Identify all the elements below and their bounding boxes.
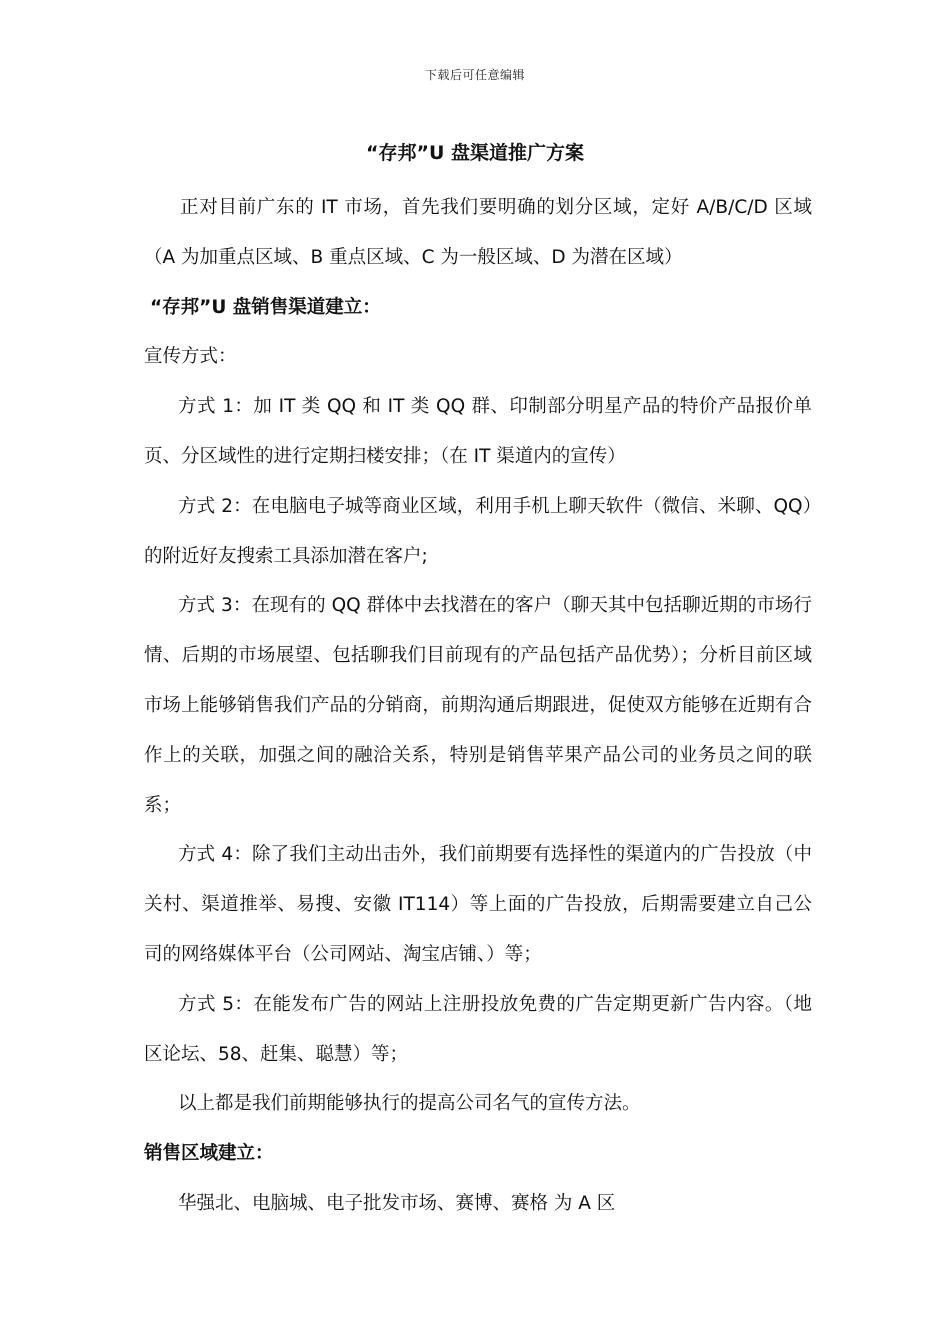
summary-paragraph: 以上都是我们前期能够执行的提高公司名气的宣传方法。 [178,1093,641,1115]
method-4-paragraph: 方式 4：除了我们主动出击外，我们前期要有选择性的渠道内的广告投放（中关村、渠道推举、易搜、安徽 IT114）等上面的广告投放，后期需要建立自己公司的网络媒体平台（公司网站、淘宝店铺、）等； [144,844,812,965]
region-a-paragraph: 华强北、电脑城、电子批发市场、赛博、赛格 为 A 区 [178,1192,616,1214]
document-title: “存邦”U 盘渠道推广方案 [365,142,585,164]
region-section-heading: 销售区域建立： [144,1143,274,1165]
method-3-paragraph: 方式 3：在现有的 QQ 群体中去找潜在的客户（聊天其中包括聊近期的市场行情、后期的市场展望、包括聊我们目前现有的产品包括产品优势）；分析目前区域市场上能够销售我们产品的分销商，前期沟通后期跟进，促使双方能够在近期有合作上的关联，加强之间的融洽关系，特别是销售苹果产品公司的业务员之间的联系； [144,595,812,816]
channel-section-heading: “存邦”U 盘销售渠道建立： [150,296,381,318]
method-1-paragraph: 方式 1：加 IT 类 QQ 和 IT 类 QQ 群、印制部分明星产品的特价产品报价单页、分区域性的进行定期扫楼安排；（在 IT 渠道内的宣传） [144,396,812,467]
header-note: 下载后可任意编辑 [424,68,525,82]
document-body [144,183,812,1229]
intro-paragraph: 正对目前广东的 IT 市场，首先我们要明确的划分区域，定好 A/B/C/D 区域（A 为加重点区域、B 重点区域、C 为一般区域、D 为潜在区域） [144,197,812,268]
promo-methods-label: 宣传方式： [144,346,237,368]
method-5-paragraph: 方式 5：在能发布广告的网站上注册投放免费的广告定期更新广告内容。（地区论坛、58、赶集、聪慧）等； [144,993,812,1065]
method-2-paragraph: 方式 2：在电脑电子城等商业区域，利用手机上聊天软件（微信、米聊、QQ）的附近好友搜索工具添加潜在客户; [144,495,812,567]
